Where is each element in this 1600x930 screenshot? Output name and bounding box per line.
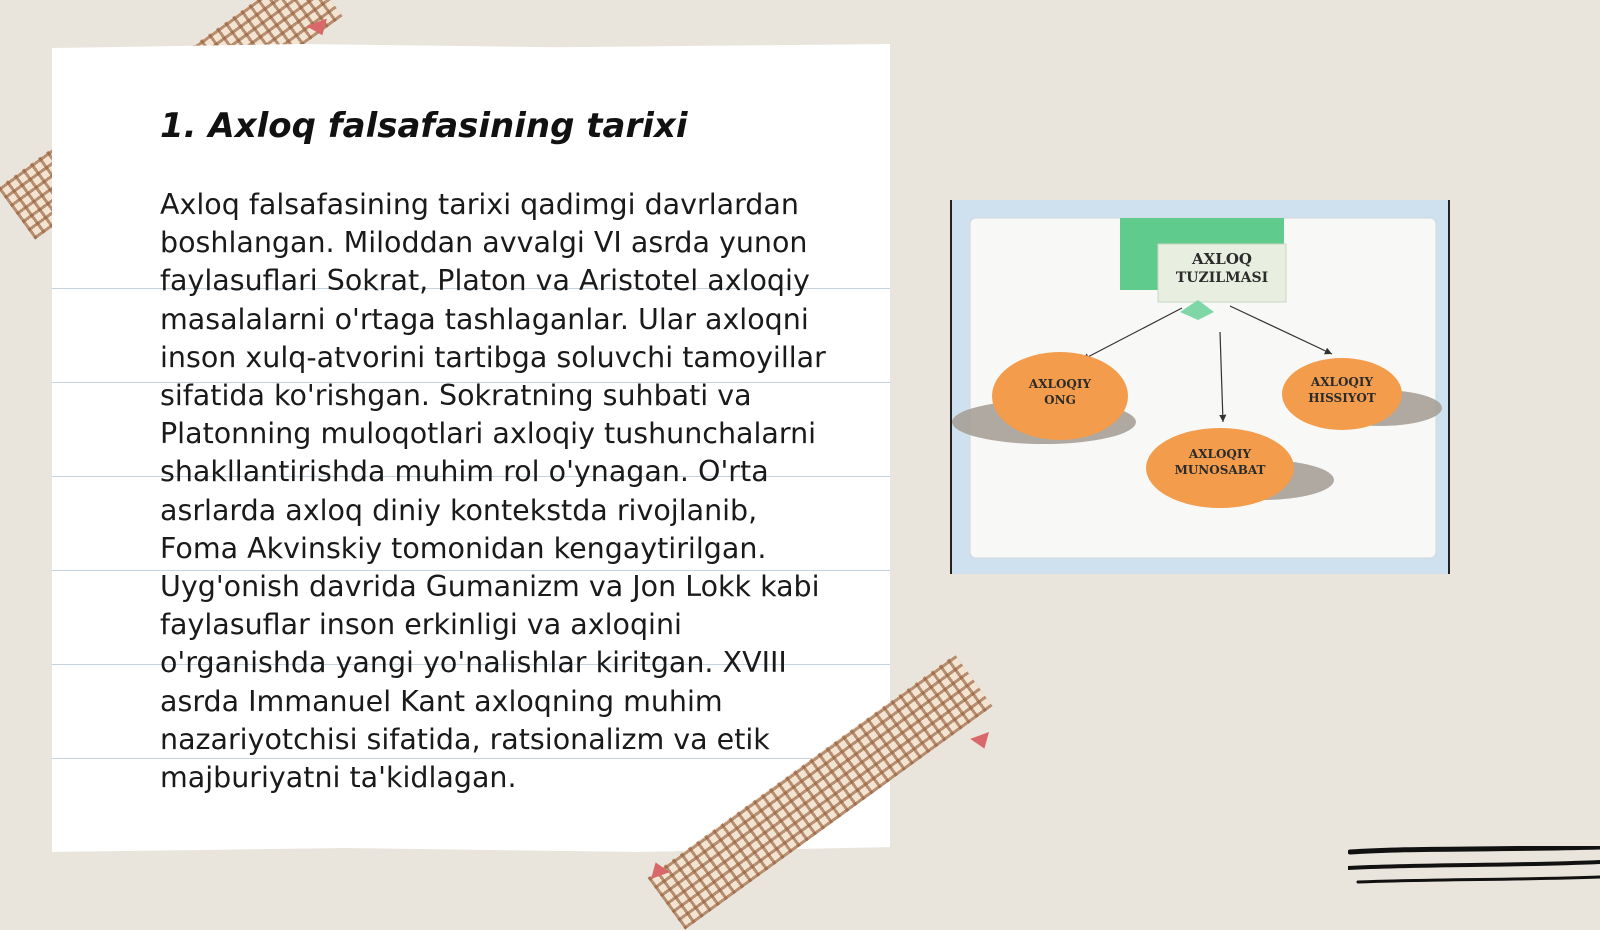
center-node-label-1: AXLOQ bbox=[1192, 250, 1252, 268]
center-node-label-2: TUZILMASI bbox=[1175, 270, 1269, 286]
node-hissiyot-label-2: HISSIYOT bbox=[1308, 391, 1376, 405]
slide-title: 1. Axloq falsafasining tarixi bbox=[160, 106, 688, 146]
node-ong-label-1: AXLOQIY bbox=[1028, 377, 1092, 391]
node-ong-label-2: ONG bbox=[1044, 393, 1076, 407]
slide-body-text: Axloq falsafasining tarixi qadimgi davrlardan boshlangan. Miloddan avvalgi VI asrda yunon faylasuflari Sokrat, Platon va Aristotel axloqiy masalalarni o'rtaga tashlaganlar. Ular axloqni inson xulq-atvorini tartibga soluvchi tamoyillar sifatida ko'rishgan. Sokratning suhbati va Platonning muloqotlari axloqiy tushunchalarni shakllantirishda muhim rol o'ynagan. O'rta asrlarda axloq diniy kontekstda rivojlanib, Foma Akvinskiy tomonidan kengaytirilgan. Uyg'onish davrida Gumanizm va Jon Lokk kabi faylasuflar inson erkinligi va axloqini o'rganishda yangi yo'nalishlar kiritgan. XVIII asrda Immanuel Kant axloqning muhim nazariyotchisi sifatida, ratsionalizm va etik majburiyatni ta'kidlagan. bbox=[160, 188, 826, 795]
tape-pin-icon bbox=[970, 732, 994, 752]
node-munosabat-label-2: MUNOSABAT bbox=[1174, 463, 1266, 477]
node-munosabat-label-1: AXLOQIY bbox=[1188, 447, 1252, 461]
diagram-canvas bbox=[952, 200, 1448, 574]
decorative-brush-strokes bbox=[1348, 846, 1600, 890]
axloq-structure-diagram bbox=[950, 200, 1450, 574]
node-hissiyot-label-1: AXLOQIY bbox=[1310, 375, 1374, 389]
